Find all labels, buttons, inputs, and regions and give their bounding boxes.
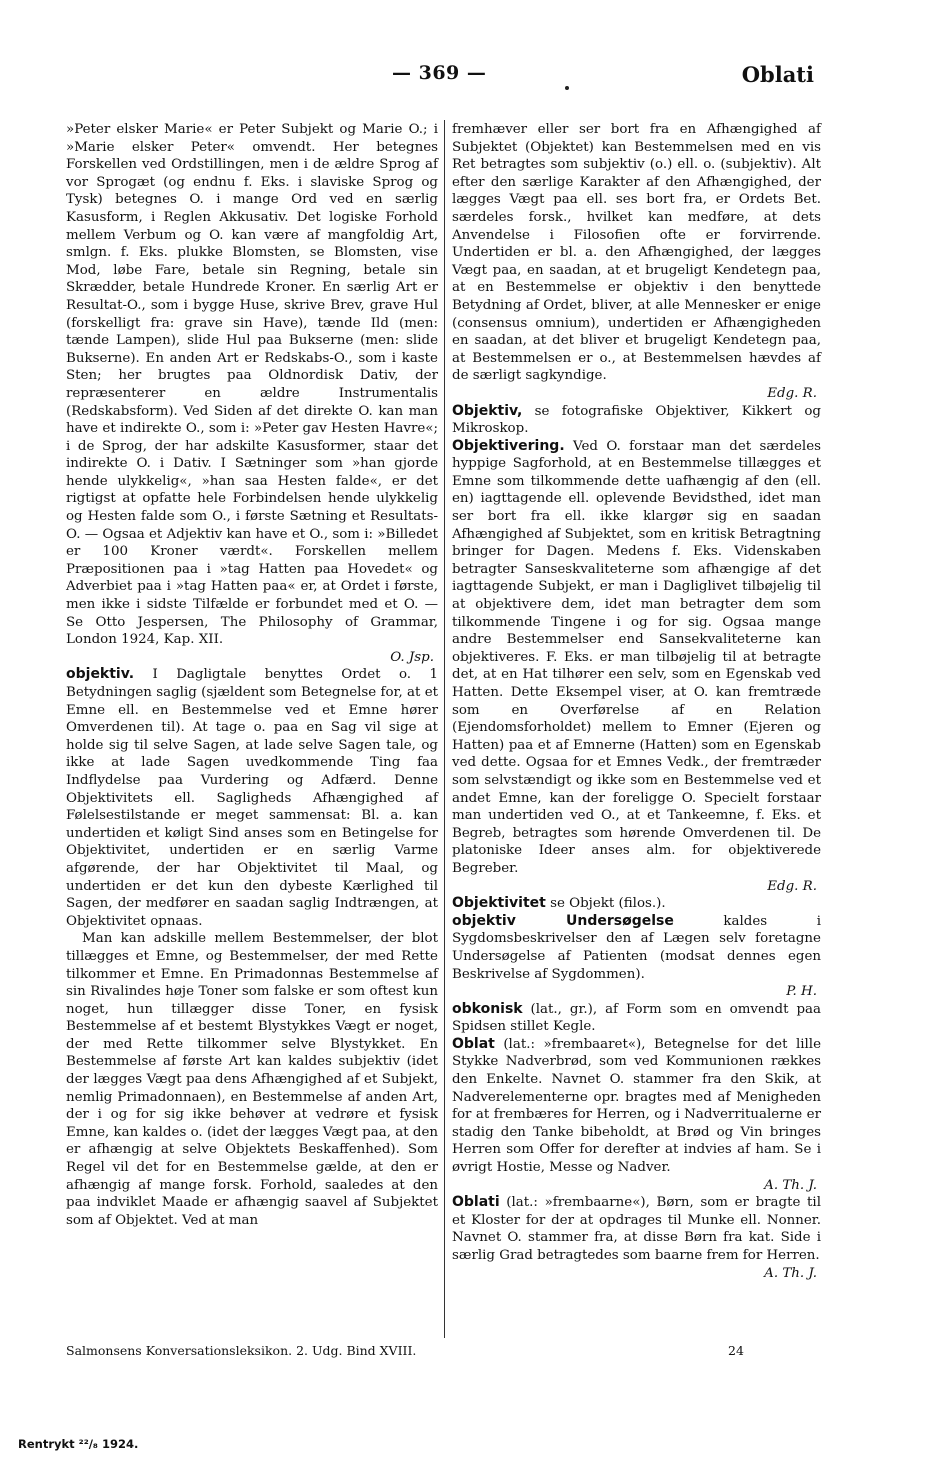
- entry-objektiv-continuation: [452, 121, 821, 403]
- column-divider: [444, 120, 445, 1338]
- entry-objektiv-paragraph: [66, 930, 438, 1229]
- entry-headword: Objektivering.: [452, 437, 565, 454]
- signature-mark: 24: [728, 1343, 744, 1358]
- entry-objektiv: [66, 666, 438, 930]
- entry-text: (lat.: »frembaaret«), Betegnelse for det lille Stykke Nadverbrød, som ved Kommunionen rækkes den Enkelte. Navnet O. stammer fra den Skik, at Nadverelementerne opr. bragtes med af Menigheden for at frembæres for Herren, og i Nadverritualerne er stadig den Tanke bibeholdt, at Brød og Vin bringes Herren som Offer for derefter at indvies af ham. Se i øvrigt Hostie, Messe og Nadver.: [452, 1036, 821, 1176]
- publication-footer: Salmonsens Konversationsleksikon. 2. Udg. Bind XVIII.: [66, 1343, 417, 1358]
- header-dot: [565, 86, 569, 90]
- entry-headword: Oblati: [452, 1194, 500, 1211]
- entry-text: I Dagligtale benyttes Ordet o. 1 Betydningen saglig (sjældent som Betegnelse for, at et Emne ell. en Bestemmelse ved et Emne hører Omverdenen til). At tage o. paa en Sag vil sige at holde sig til selve Sagen, at lade selve Sagen tale, og ikke at lade Sagen uvedkommende Ting faa Indflydelse paa Vurdering og Adfærd. Denne Objektivitets ell. Sagligheds Afhængighed af Følelsestilstande er meget sammensat: Bl. a. kan undertiden et køligt Sind anses som en Betingelse for Objektivitet, undertiden er en særlig Varme afgørende, der har Objektivitet til Maal, og undertiden er det kun den dybeste Kærlighed til Sagen, der medfører en saadan saglig Indtrængen, at Objektivitet opnaas.: [66, 667, 438, 929]
- entry-objektivering: [452, 438, 821, 895]
- entry-objekt-continuation: [66, 121, 438, 666]
- entry-obkonisk: [452, 1001, 821, 1036]
- entry-objektiv-photo: [452, 403, 821, 438]
- entry-text: (lat., gr.), af Form som en omvendt paa Spidsen stillet Kegle.: [452, 1001, 821, 1035]
- entry-oblat: [452, 1036, 821, 1194]
- entry-objektiv-undersoegelse: [452, 913, 821, 1001]
- entry-oblati: [452, 1194, 821, 1282]
- entry-headword: Objektivitet: [452, 895, 546, 912]
- entry-headword: Objektiv,: [452, 402, 523, 419]
- entry-headword: Oblat: [452, 1035, 495, 1052]
- entry-text: se fotografiske Objektiver, Kikkert og Mikroskop.: [452, 403, 821, 437]
- entry-text: »Peter elsker Marie« er Peter Subjekt og Marie O.; i »Marie elsker Peter« omvendt. Her betegnes Forskellen ved Ordstillingen, men i de ældre Sprog af vor Sprogæt (og endnu f. Eks. i slaviske Sprog og Tysk) betegnes O. i mange Ord ved en særlig Kasusform, i Reglen Akkusativ. Det logiske Forhold mellem Verbum og O. kan være af mangfoldig Art, smlgn. f. Eks. plukke Blomsten, se Blomsten, vise Mod, løbe Fare, betale sin Regning, betale sin Skrædder, betale Hundrede Kroner. En særlig Art er Resultat-O., som i bygge Huse, skrive Brev, grave Hul (forskelligt fra: grave sin Have), tænde Ild (men: tænde Lampen), slide Hul paa Bukserne (men: slide Bukserne). En anden Art er Redskabs-O., som i kaste Sten; her brugtes paa Oldnordisk Dativ, der repræsenterer en ældre Instrumentalis (Redskabsform). Ved Siden af det direkte O. kan man have et indirekte O., som i: »Peter gav Hesten Havre«; i de Sprog, der har adskilte Kasusformer, staar det indirekte O. i Dativ. I Sætninger som »han gjorde hende ulykkelig«, »han saa Hesten falde«, er det rigtigst at opfatte hele Forbindelsen hende ulykkelig og Hesten falde som O., i første Sætning et Resultats-O. — Ogsaa et Adjektiv kan have et O., som i: »Billedet er 100 Kroner værdt«. Forskellen mellem Præpositionen paa i »tag Hatten paa Hovedet« og Adverbiet paa i »tag Hatten paa« er, at Ordet i første, men ikke i sidste Tilfælde er forbundet med et O. — Se Otto Jespersen, The Philosophy of Grammar, London 1924, Kap. XII.: [66, 122, 438, 648]
- entry-signature: A. Th. J.: [764, 1265, 817, 1281]
- entry-headword: objektiv Undersøgelse: [452, 912, 674, 929]
- entry-signature: A. Th. J.: [764, 1177, 817, 1193]
- running-head: Oblati: [741, 62, 814, 87]
- page-number: — 369 —: [392, 62, 487, 84]
- entry-headword: obkonisk: [452, 1000, 523, 1017]
- entry-text: Man kan adskille mellem Bestemmelser, der blot tillægges et Emne, og Bestemmelser, der med Rette tilkommer et Emne. En Primadonnas Bestemmelse af sin Rivalindes høje Toner som falske er som oftest kun noget, hun tillægger disse Toner, en fysisk Bestemmelse af et bestemt Blystykkes Vægt er noget, der med Rette tilkommer selve Blystykket. En Bestemmelse af første Art kan kaldes subjektiv (idet der lægges Vægt paa dens Afhængighed af et Subjekt, nemlig Primadonnaen), en Bestemmelse af anden Art, der i og for sig ikke behøver at vedrøre et fysisk Emne, kan kaldes o. (idet der lægges Vægt paa, at den er afhængig at selve Objektets Beskaffenhed). Som Regel vil det for en Bestemmelse gælde, at den er afhængig af mange forsk. Forhold, saaledes at den paa indviklet Maade er afhængig saavel af Subjektet som af Objektet. Ved at man: [66, 931, 438, 1228]
- entry-text: fremhæver eller ser bort fra en Afhængighed af Subjektet (Objektet) kan Bestemmelsen med en vis Ret betragtes som subjektiv (o.) ell. o. (subjektiv). Alt efter den særlige Karakter af den Afhængighed, der lægges Vægt paa ell. ses bort fra, er Ordets Bet. særdeles forsk., hvilket kan medføre, at dets Anvendelse i Filosofien ofte er forvirrende. Undertiden er bl. a. den Afhængighed, der lægges Vægt paa, en saadan, at et brugeligt Kendetegn paa, at en Bestemmelse er objektiv i den benyttede Betydning af Ordet, bliver, at alle Mennesker er enige (consensus omnium), undertiden er Afhængigheden en saadan, at det bliver et brugeligt Kendetegn paa, at Bestemmelsen er o., at Bestemmelsen hævdes af de særligt sagkyndige.: [452, 122, 821, 384]
- entry-signature: P. H.: [786, 984, 817, 1000]
- reprint-note: Rentrykt ²²/₈ 1924.: [18, 1437, 139, 1451]
- right-column: [452, 121, 821, 1282]
- entry-text: (lat.: »frembaarne«), Børn, som er bragte til et Kloster for der at opdrages til Munke ell. Nonner. Navnet O. stammer fra, at disse Børn fra kat. Side i særlig Grad betragtedes som baarne frem for Herren.: [452, 1195, 821, 1263]
- left-column: [66, 121, 438, 1229]
- entry-signature: Edg. R.: [767, 878, 817, 894]
- entry-text: Ved O. forstaar man det særdeles hyppige Sagforhold, at en Bestemmelse tillægges et Emne som tilkommende dette uafhængig af den (ell. en) iagttagende ell. oplevende Bevidsthed, idet man ser bort fra ell. ikke klargør sig en saadan Afhængighed af Subjektet, som en kritisk Betragtning bringer for Dagen. Medens f. Eks. Videnskaben betragter Sanseskvaliteterne som afhængige af det iagttagende Subjekt, er man i Dagliglivet tilbøjelig til at objektivere dem, idet man betragter dem som tilkommende Tingene i og for sig. Ogsaa mange andre Bestemmelser end Sansekvaliteterne kan objektiveres. F. Eks. er man tilbøjelig til at betragte det, at en Hat tilhører een selv, som en Egenskab ved Hatten. Dette Eksempel viser, at O. kan fremtræde som en Overførelse af en Relation (Ejendomsforholdet) mellem to Emner (Ejeren og Hatten) paa et af Emnerne (Hatten) som en Egenskab ved dette. Ogsaa for et Emnes Vedk., der fremtræder som selvstændigt og ikke som en Bestemmelse ved et andet Emne, kan der foreligge O. Specielt forstaar man undertiden ved O., at et Tankeemne, f. Eks. et Begreb, betragtes som hørende Omverdenen til. De platoniske Ideer anses alm. for objektiverede Begreber.: [452, 438, 821, 876]
- entry-signature: Edg. R.: [767, 385, 817, 401]
- entry-headword: objektiv.: [66, 666, 135, 683]
- entry-objektivitet: [452, 895, 821, 913]
- entry-text: kaldes i Sygdomsbeskrivelser den af Lægen selv foretagne Undersøgelse af Patienten (modsat dennes egen Beskrivelse af Sygdommen).: [452, 913, 821, 982]
- entry-signature: O. Jsp.: [390, 649, 434, 665]
- entry-text: se Objekt (filos.).: [545, 896, 666, 912]
